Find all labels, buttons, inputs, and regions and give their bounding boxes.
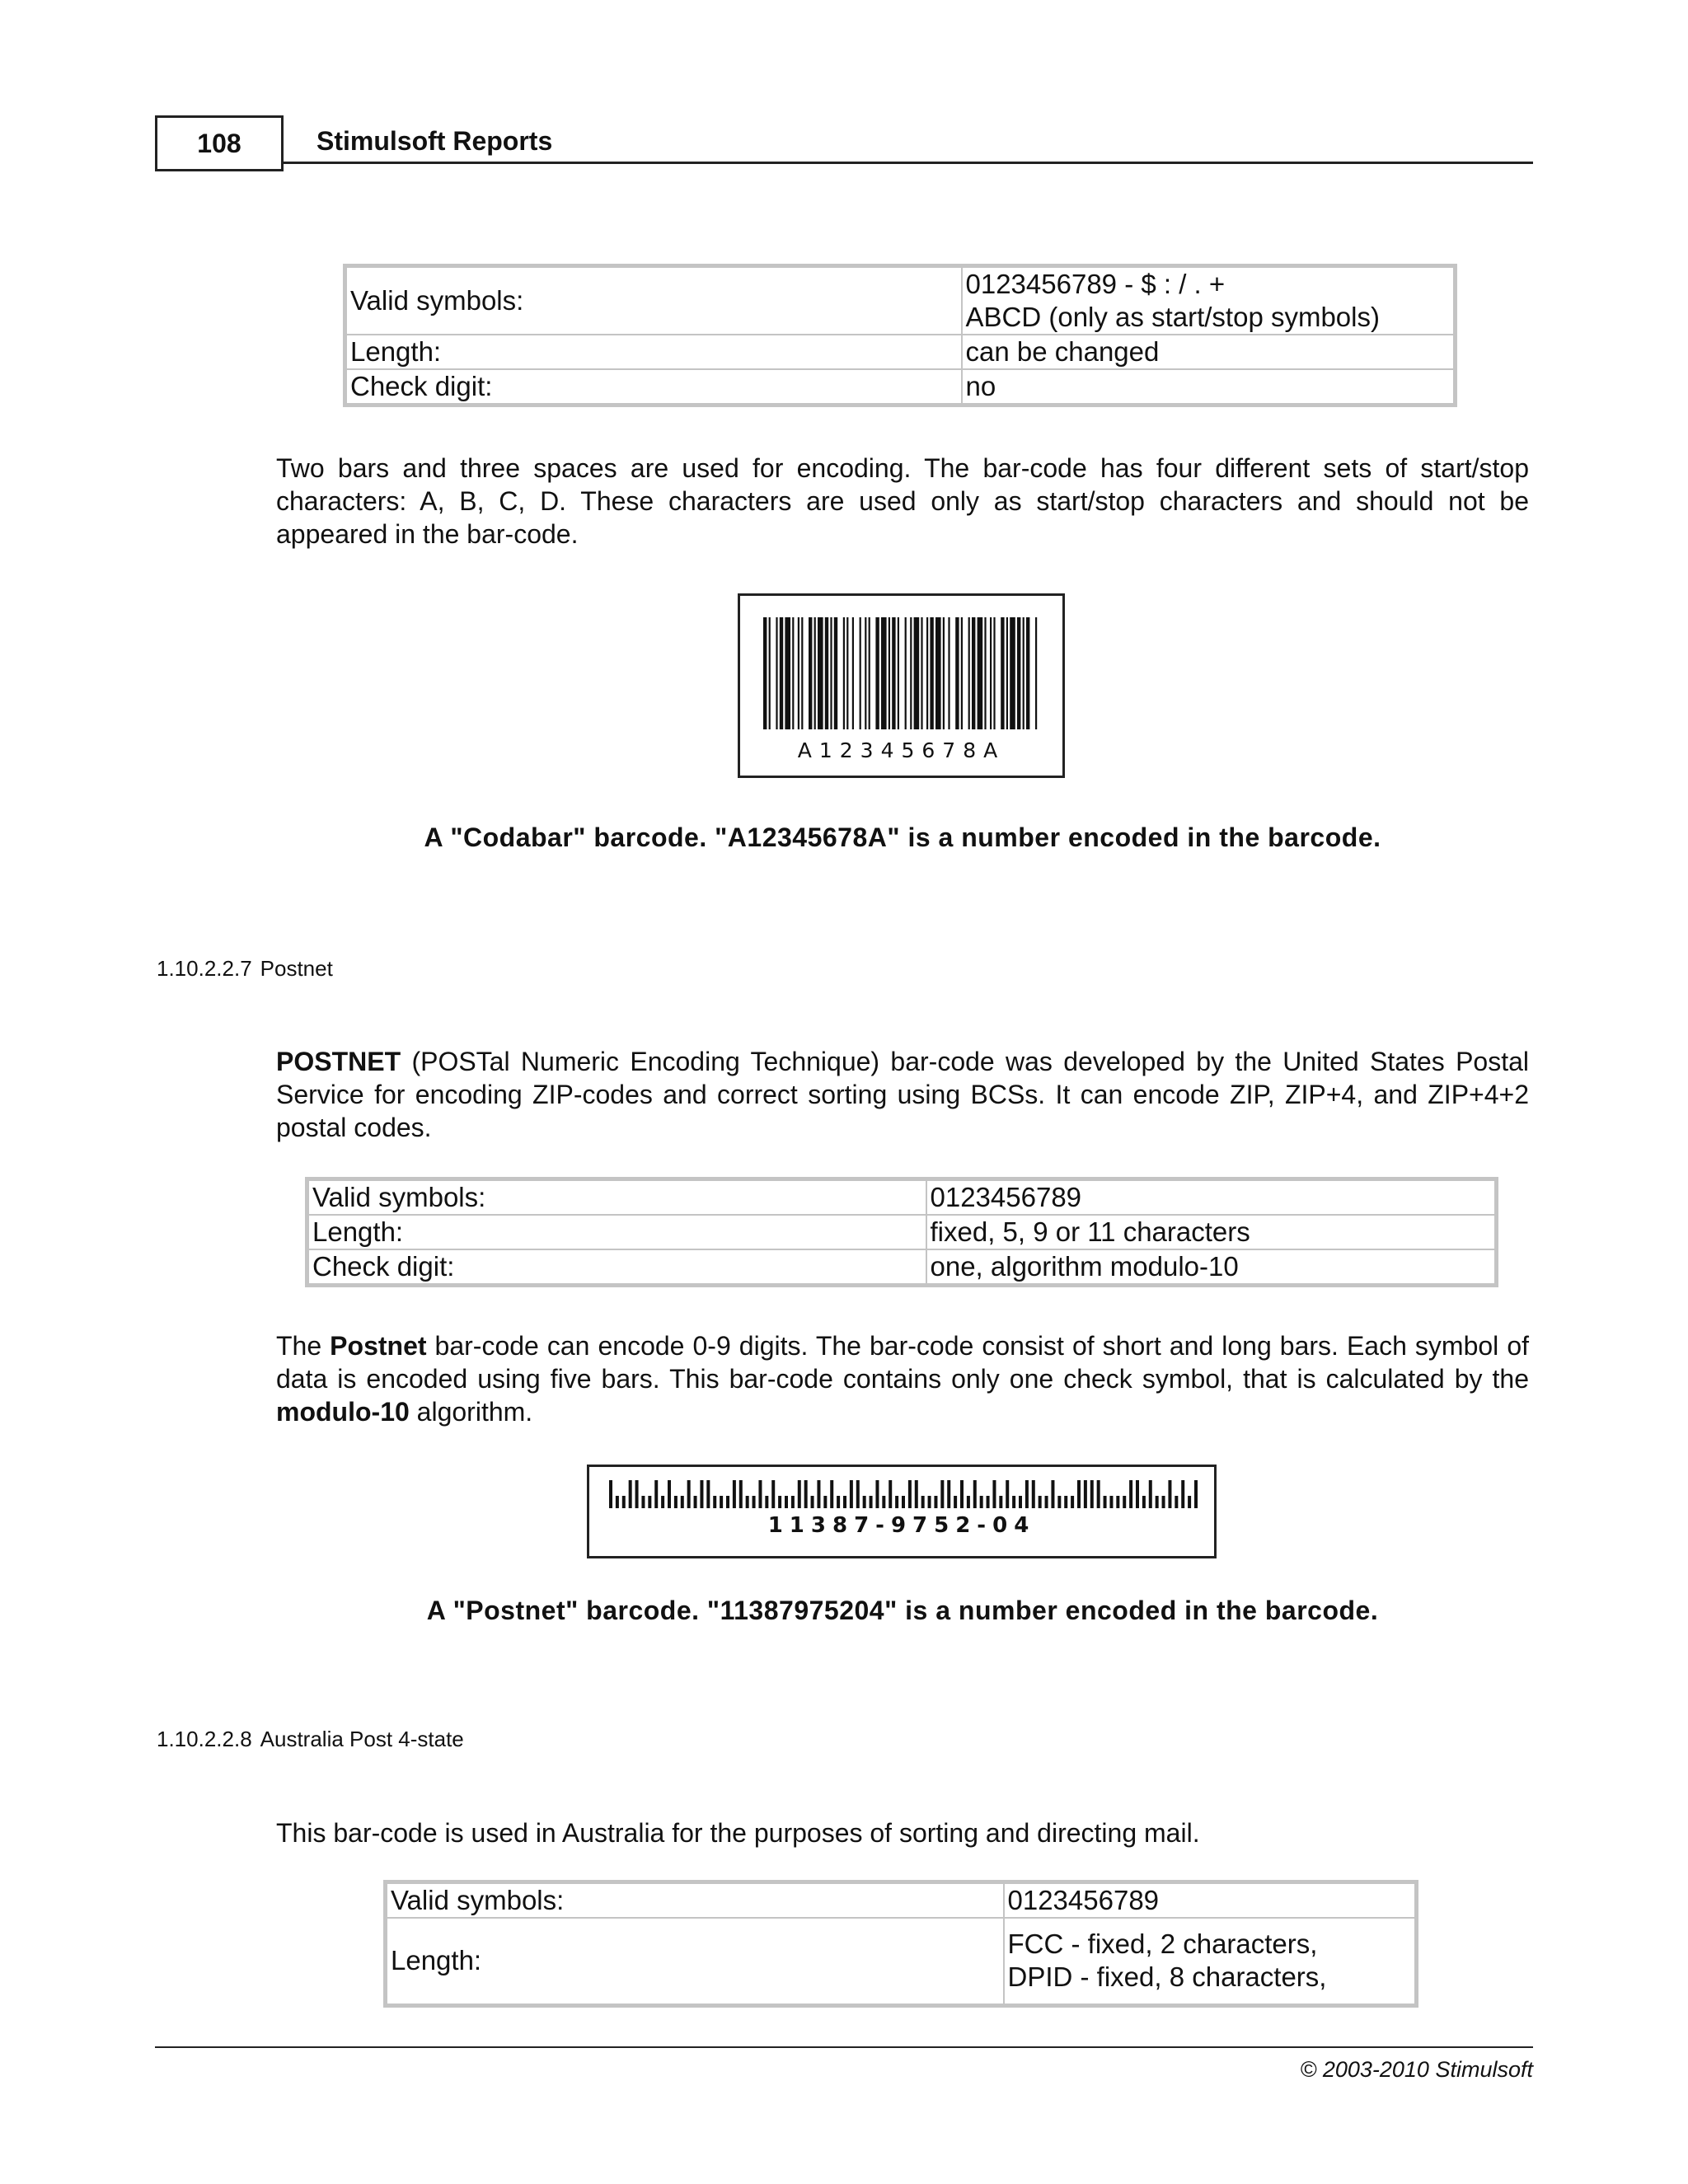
postnet-short-bar [1057,1496,1061,1508]
postnet-short-bar [870,1496,873,1508]
header-rule [284,162,1533,164]
table-row [307,1179,1497,1216]
postnet-short-bar [895,1496,898,1508]
postnet-short-bar [1104,1496,1107,1508]
postnet-short-bar [616,1496,619,1508]
postnet-caption: A "Postnet" barcode. "11387975204" is a number encoded in the barcode. [426,1596,1379,1625]
codabar-bar [843,617,845,729]
codabar-bar [935,617,941,729]
postnet-long-bar [1149,1480,1152,1508]
codabar-bar [926,617,928,729]
codabar-bar [1035,617,1037,729]
codabar-bar [792,617,794,729]
australia-length-line-2: DPID - fixed, 8 characters, [1007,1961,1327,1993]
codabar-description: Two bars and three spaces are used for encoding. The bar-code has four different sets of start/stop characters: A, B, C, D. These characters are used only as start/stop characters and should not be appeared in the bar-code. [276,453,1529,549]
codabar-bar [776,617,777,729]
postnet-short-bar [674,1496,678,1508]
postnet-long-bar [1129,1480,1132,1508]
postnet-short-bar [681,1496,684,1508]
postnet-short-bar [1019,1496,1022,1508]
codabar-bar [910,617,912,729]
postnet-long-bar [1077,1480,1081,1508]
postnet-short-bar [791,1496,795,1508]
postnet-long-bar [654,1480,658,1508]
postnet-short-bar [1123,1496,1126,1508]
postnet-long-bar [635,1480,639,1508]
table-row [386,1882,1417,1919]
codabar-bar [769,617,771,729]
postnet-short-bar [694,1496,697,1508]
table-row [307,1215,1497,1249]
postnet-length-label: Length: [307,1215,926,1249]
postnet-long-bar [771,1480,775,1508]
postnet-short-bar [753,1496,756,1508]
codabar-valid-symbols-line-2: ABCD (only as start/stop symbols) [965,302,1380,332]
postnet-short-bar [726,1496,729,1508]
postnet-long-bar [960,1480,964,1508]
codabar-bar [869,617,870,729]
codabar-bar [955,617,959,729]
postnet-section-heading [157,956,333,982]
postnet-short-bar [934,1496,937,1508]
postnet-long-bar [1025,1480,1029,1508]
postnet-short-bar [954,1496,957,1508]
table-row [345,335,1456,369]
postnet-desc-bold-1: Postnet [330,1331,427,1361]
codabar-bar [846,617,848,729]
postnet-desc-text-2: bar-code can encode 0-9 digits. The bar-code consist of short and long bars. Each symbol of data is encoded using five bars. This bar-code contains only one check symbol, that is calculated by the [276,1331,1530,1394]
codabar-valid-symbols-value [962,266,1456,335]
postnet-long-bar [629,1480,632,1508]
australia-valid-symbols-value: 0123456789 [1004,1882,1417,1919]
codabar-bar [830,617,832,729]
codabar-bar [948,617,950,729]
postnet-long-bar [1032,1480,1035,1508]
australia-valid-symbols-label: Valid symbols: [386,1882,1004,1919]
codabar-bar [984,617,986,729]
postnet-bars [589,1467,1214,1556]
postnet-desc-text-3: algorithm. [409,1397,533,1427]
table-row [307,1249,1497,1286]
postnet-short-bar [882,1496,885,1508]
postnet-short-bar [622,1496,626,1508]
postnet-short-bar [902,1496,905,1508]
postnet-short-bar [928,1496,931,1508]
codabar-bar [1023,617,1025,729]
codabar-valid-symbols-label: Valid symbols: [345,266,962,335]
codabar-bar [972,617,975,729]
postnet-short-bar [1045,1496,1048,1508]
page-number: 108 [197,128,241,158]
postnet-short-bar [1064,1496,1067,1508]
postnet-long-bar [908,1480,912,1508]
postnet-short-bar [1162,1496,1165,1508]
codabar-length-value: can be changed [962,335,1456,369]
postnet-short-bar [746,1496,749,1508]
codabar-bar [798,617,799,729]
codabar-bar [860,617,861,729]
postnet-long-bar [1181,1480,1184,1508]
postnet-section-number: 1.10.2.2.7 [157,956,252,981]
postnet-short-bar [1071,1496,1074,1508]
postnet-short-bar [980,1496,983,1508]
postnet-barcode-image [587,1465,1217,1558]
postnet-short-bar [641,1496,645,1508]
codabar-bar [990,617,992,729]
postnet-long-bar [609,1480,612,1508]
australia-section-title: Australia Post 4-state [260,1727,464,1751]
codabar-bar [898,617,899,729]
postnet-short-bar [1012,1496,1015,1508]
postnet-short-bar [648,1496,651,1508]
codabar-bar [968,617,970,729]
codabar-bar [801,617,803,729]
postnet-short-bar [720,1496,723,1508]
postnet-long-bar [1097,1480,1100,1508]
postnet-long-bar [1090,1480,1094,1508]
postnet-long-bar [947,1480,950,1508]
postnet-short-bar [1142,1496,1146,1508]
codabar-bar [889,617,890,729]
australia-spec-table [383,1880,1418,2008]
codabar-bar [1026,617,1029,729]
postnet-short-bar [1039,1496,1042,1508]
postnet-check-digit-label: Check digit: [307,1249,926,1286]
postnet-long-bar [706,1480,710,1508]
codabar-bar [1006,617,1008,729]
codabar-check-digit-label: Check digit: [345,369,962,405]
codabar-bar [825,617,828,729]
table-row [345,266,1456,335]
codabar-check-digit-value: no [962,369,1456,405]
codabar-bar [905,617,907,729]
footer-copyright: © 2003-2010 Stimulsoft [1300,2057,1533,2082]
codabar-bar [818,617,823,729]
codabar-spec-table [343,264,1457,407]
postnet-short-bar [1188,1496,1191,1508]
postnet-section-title: Postnet [260,956,333,981]
codabar-bar [1010,617,1015,729]
codabar-bar [1017,617,1020,729]
codabar-bar [914,617,920,729]
postnet-short-bar [987,1496,990,1508]
postnet-short-bar [811,1496,814,1508]
codabar-bar [881,617,887,729]
australia-length-value [1004,1918,1417,2005]
page-number-box [155,115,284,171]
australia-description: This bar-code is used in Australia for the purposes of sorting and directing mail. [276,1818,1200,1848]
codabar-bar [921,617,922,729]
postnet-check-digit-value: one, algorithm modulo-10 [926,1249,1497,1286]
postnet-long-bar [830,1480,833,1508]
postnet-desc-text-1: The [276,1331,331,1361]
codabar-bar [892,617,895,729]
australia-section-number: 1.10.2.2.8 [157,1727,252,1751]
codabar-bar [943,617,945,729]
postnet-short-bar [661,1496,664,1508]
codabar-bar [852,617,854,729]
codabar-bar [780,617,783,729]
codabar-bar [993,617,995,729]
postnet-short-bar [713,1496,716,1508]
postnet-long-bar [992,1480,996,1508]
codabar-length-label: Length: [345,335,962,369]
australia-length-line-1: FCC - fixed, 2 characters, [1007,1929,1318,1960]
postnet-short-bar [778,1496,781,1508]
codabar-barcode-text: A12345678A [797,738,1006,762]
postnet-short-bar [921,1496,925,1508]
postnet-long-bar [668,1480,671,1508]
postnet-valid-symbols-value: 0123456789 [926,1179,1497,1216]
codabar-bar [930,617,933,729]
postnet-long-bar [1194,1480,1198,1508]
postnet-length-value: fixed, 5, 9 or 11 characters [926,1215,1497,1249]
postnet-short-bar [843,1496,846,1508]
postnet-long-bar [700,1480,703,1508]
postnet-short-bar [837,1496,840,1508]
postnet-long-bar [856,1480,860,1508]
postnet-long-bar [915,1480,918,1508]
postnet-long-bar [875,1480,879,1508]
postnet-long-bar [733,1480,736,1508]
postnet-long-bar [889,1480,892,1508]
postnet-long-bar [1006,1480,1009,1508]
postnet-long-bar [739,1480,743,1508]
codabar-bar [865,617,866,729]
postnet-long-bar [1051,1480,1054,1508]
codabar-caption: A "Codabar" barcode. "A12345678A" is a number encoded in the barcode. [424,823,1381,852]
codabar-bar [785,617,790,729]
australia-section-heading [157,1727,464,1752]
postnet-short-bar [999,1496,1002,1508]
postnet-description [276,1329,1529,1428]
postnet-intro-bold: POSTNET [276,1047,401,1076]
codabar-bar [814,617,816,729]
postnet-long-bar [973,1480,977,1508]
codabar-bar [875,617,879,729]
postnet-valid-symbols-label: Valid symbols: [307,1179,926,1216]
codabar-bar [961,617,963,729]
australia-length-label: Length: [386,1918,1004,2005]
codabar-bar [809,617,812,729]
postnet-desc-bold-2: modulo-10 [276,1397,410,1427]
postnet-long-bar [1168,1480,1171,1508]
postnet-long-bar [798,1480,801,1508]
postnet-short-bar [765,1496,768,1508]
postnet-short-bar [1156,1496,1159,1508]
postnet-long-bar [1136,1480,1139,1508]
postnet-short-bar [1116,1496,1119,1508]
postnet-intro [276,1045,1529,1144]
postnet-long-bar [758,1480,762,1508]
postnet-short-bar [967,1496,970,1508]
codabar-bar [978,617,983,729]
postnet-short-bar [1175,1496,1178,1508]
codabar-valid-symbols-line-1: 0123456789 - $ : / . + [965,269,1226,299]
postnet-intro-text: (POSTal Numeric Encoding Technique) bar-code was developed by the United States Postal Service for encoding ZIP-codes and correct sorting using BCSs. It can encode ZIP, ZIP+4, and ZIP+4+2 postal codes. [276,1047,1529,1142]
codabar-bar [763,617,767,729]
postnet-long-bar [1084,1480,1087,1508]
table-row [345,369,1456,405]
postnet-short-bar [1109,1496,1113,1508]
header-title: Stimulsoft Reports [316,126,553,156]
codabar-barcode-image [738,593,1065,778]
table-row [386,1918,1417,2005]
codabar-bar [1001,617,1004,729]
postnet-long-bar [940,1480,944,1508]
postnet-spec-table [305,1177,1498,1287]
postnet-short-bar [863,1496,866,1508]
postnet-barcode-text: 11387-9752-04 [767,1513,1036,1538]
postnet-short-bar [785,1496,788,1508]
postnet-long-bar [804,1480,808,1508]
postnet-long-bar [850,1480,853,1508]
codabar-bar [834,617,837,729]
postnet-short-bar [823,1496,827,1508]
postnet-long-bar [687,1480,691,1508]
footer-rule [155,2046,1533,2048]
postnet-long-bar [817,1480,820,1508]
